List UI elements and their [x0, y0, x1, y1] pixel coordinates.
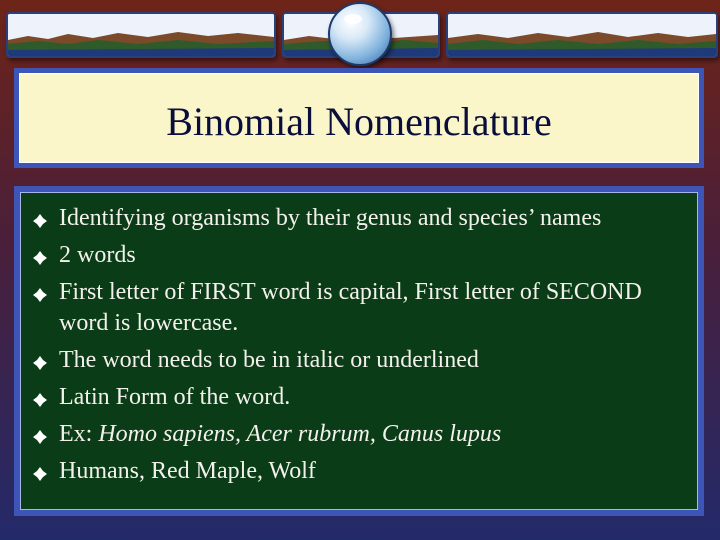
example-names: Homo sapiens, Acer rubrum, Canus lupus	[98, 421, 502, 447]
diamond-clover-icon	[33, 288, 47, 302]
title-frame	[14, 68, 704, 168]
bullet-item	[21, 382, 689, 413]
bullet-list	[21, 203, 697, 487]
landscape-banner-right	[446, 12, 718, 58]
bullet-item	[21, 345, 689, 376]
bullet-item	[21, 419, 689, 450]
title-panel	[19, 73, 699, 163]
diamond-clover-icon	[33, 467, 47, 481]
content-panel	[20, 192, 698, 510]
landscape-icon	[8, 14, 274, 56]
content-frame	[14, 186, 704, 516]
bullet-text: Latin Form of the word.	[59, 384, 291, 410]
landscape-icon	[448, 14, 716, 56]
diamond-clover-icon	[33, 356, 47, 370]
example-prefix: Ex:	[59, 421, 99, 447]
diamond-clover-icon	[33, 393, 47, 407]
globe-icon	[328, 2, 392, 66]
bullet-text: The word needs to be in italic or underlined	[59, 347, 479, 373]
slide-title: Binomial Nomenclature	[166, 98, 552, 144]
diamond-clover-icon	[33, 214, 47, 228]
bullet-item	[21, 277, 689, 339]
landscape-banner-left	[6, 12, 276, 58]
bullet-item	[21, 240, 689, 271]
bullet-item	[21, 456, 689, 487]
bullet-text: First letter of FIRST word is capital, First letter of SECOND word is lowercase.	[59, 279, 642, 336]
diamond-clover-icon	[33, 430, 47, 444]
diamond-clover-icon	[33, 251, 47, 265]
bullet-item	[21, 203, 689, 234]
bullet-text: Identifying organisms by their genus and species’ names	[59, 205, 602, 231]
bullet-text: 2 words	[59, 242, 136, 268]
globe-highlight	[344, 14, 362, 24]
bullet-text: Humans, Red Maple, Wolf	[59, 458, 316, 484]
